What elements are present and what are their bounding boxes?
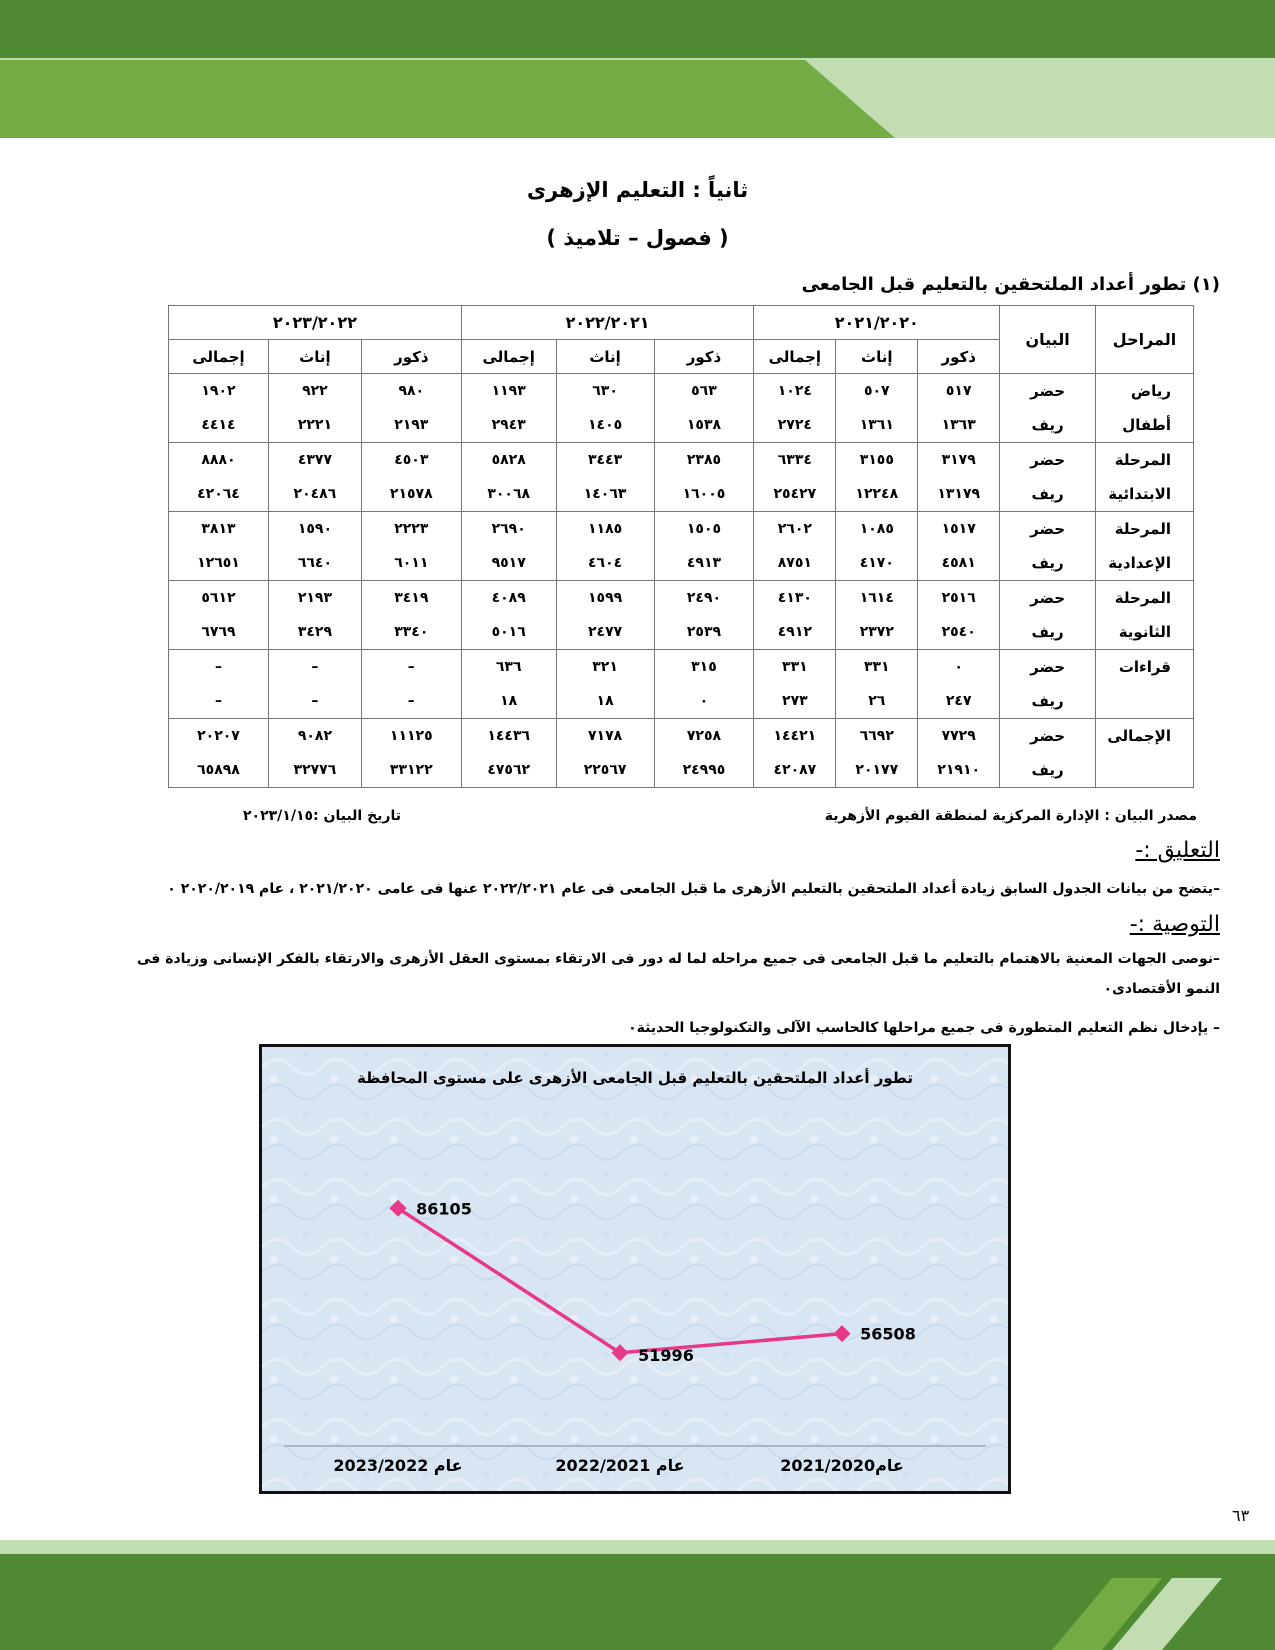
value-cell: ٢٥١٦ (918, 581, 1000, 616)
value-cell: ٦٧٦٩ (169, 615, 269, 650)
female-header: إناث (836, 340, 918, 374)
value-cell: ٢٥٣٩ (654, 615, 754, 650)
value-cell: ٣٢٧٧٦ (268, 753, 361, 788)
value-cell: ٩٢٢ (268, 374, 361, 409)
value-cell: ١٣٦٣ (918, 408, 1000, 443)
value-cell: ٤١٣٠ (754, 581, 836, 616)
value-cell: ٥٨٢٨ (461, 443, 556, 478)
recommendation-text-1: –نوصى الجهات المعنية بالاهتمام بالتعليم ما قبل الجامعى فى جميع مراحله لما له دور فى الارتقاء بمستوى العقل الأزهرى والارتقاء بالفكر الإنسانى وزيادة فى النمو الأقتصادى٠ (137, 951, 1220, 997)
value-cell: ٧١٧٨ (556, 719, 654, 754)
chart-title: تطور أعداد الملتحقين بالتعليم قبل الجامعى الأزهرى على مستوى المحافظة (356, 1069, 914, 1087)
value-cell: ١٢٢٤٨ (836, 477, 918, 512)
value-cell: ٣٣١ (754, 650, 836, 685)
x-tick-labels (333, 1456, 903, 1475)
chart-svg (262, 1047, 1008, 1491)
table-row (169, 650, 1194, 685)
value-cell: ٣٢١ (556, 650, 654, 685)
data-date: تاريخ البيان :٢٠٢٣/١/١٥ (243, 808, 402, 824)
value-cell: ١٥٩٩ (556, 581, 654, 616)
value-cell: – (268, 684, 361, 719)
year-header: ٢٠٢٣/٢٠٢٢ (169, 306, 462, 340)
value-cell: ٠ (654, 684, 754, 719)
total-header: إجمالى (461, 340, 556, 374)
value-cell: ٣٣١ (836, 650, 918, 685)
value-cell: ٢١٥٧٨ (361, 477, 461, 512)
male-header: ذكور (918, 340, 1000, 374)
value-cell: – (361, 684, 461, 719)
sub-title: ( فصول – تلاميذ ) (546, 226, 729, 250)
value-cell: ٢٣٧٢ (836, 615, 918, 650)
value-cell: ٥١٧ (918, 374, 1000, 409)
data-label: 56508 (860, 1324, 916, 1344)
value-cell: ٤٩١٣ (654, 546, 754, 581)
value-cell: ٣٤١٩ (361, 581, 461, 616)
stage-cell: الثانوية (1096, 615, 1194, 650)
recommendation-heading: التوصية :- (1129, 912, 1220, 937)
value-cell: ٣١٥ (654, 650, 754, 685)
env-cell: حضر (1000, 581, 1096, 616)
stage-cell (1096, 753, 1194, 788)
female-header: إناث (556, 340, 654, 374)
male-header: ذكور (361, 340, 461, 374)
bottom-banner (0, 1532, 1275, 1650)
stage-cell: المرحلة (1096, 581, 1194, 616)
line-chart (259, 1044, 1011, 1494)
value-cell: ٢١٩٣ (361, 408, 461, 443)
banner-mid-band (0, 60, 895, 138)
banner-light-band (0, 1540, 1275, 1556)
value-cell: ٣٤٢٩ (268, 615, 361, 650)
table-row (169, 477, 1194, 512)
value-cell: – (169, 650, 269, 685)
value-cell: ١٦١٤ (836, 581, 918, 616)
stage-cell: المرحلة (1096, 512, 1194, 547)
value-cell: ٥٦٣ (654, 374, 754, 409)
value-cell: – (169, 684, 269, 719)
env-cell: ريف (1000, 546, 1096, 581)
value-cell: ٤٢٠٨٧ (754, 753, 836, 788)
value-cell: ٢٤٧٧ (556, 615, 654, 650)
stage-cell: قراءات (1096, 650, 1194, 685)
stage-cell: الابتدائية (1096, 477, 1194, 512)
value-cell: ١٤٠٦٣ (556, 477, 654, 512)
value-cell: ٢٣٨٥ (654, 443, 754, 478)
value-cell: ٣١٥٥ (836, 443, 918, 478)
stage-cell: رياض (1096, 374, 1194, 409)
table-row (169, 443, 1194, 478)
value-cell: ١٨ (556, 684, 654, 719)
value-cell: ٣٣٤٠ (361, 615, 461, 650)
env-cell: ريف (1000, 615, 1096, 650)
table-row (169, 753, 1194, 788)
value-cell: ١١١٢٥ (361, 719, 461, 754)
x-tick-label: عام2021/2020 (780, 1456, 904, 1475)
value-cell: ١٤٠٥ (556, 408, 654, 443)
recommendation-text-2: – يإدخال نظم التعليم المتطورة فى جميع مراحلها كالحاسب الآلى والتكنولوجيا الحديثة٠ (628, 1020, 1220, 1036)
value-cell: ٦٣٦ (461, 650, 556, 685)
value-cell: ٢٤٩٠ (654, 581, 754, 616)
value-cell: ٤٣٧٧ (268, 443, 361, 478)
value-cell: ١٣٦١ (836, 408, 918, 443)
page-number: ٦٣ (1232, 1506, 1250, 1525)
value-cell: ٢٢٥٦٧ (556, 753, 654, 788)
table-row (169, 615, 1194, 650)
x-tick-label: عام 2022/2021 (555, 1456, 685, 1475)
source-note: مصدر البيان : الإدارة المركزية لمنطقة الفيوم الأزهرية (824, 808, 1197, 824)
stage-cell: أطفال (1096, 408, 1194, 443)
value-cell: ١٠٢٤ (754, 374, 836, 409)
table-row (169, 719, 1194, 754)
value-cell: ٢٠٢٠٧ (169, 719, 269, 754)
value-cell: ٦٣٠ (556, 374, 654, 409)
table-row (169, 546, 1194, 581)
x-tick-label: عام 2023/2022 (333, 1456, 463, 1475)
year-header: ٢٠٢٢/٢٠٢١ (461, 306, 754, 340)
value-cell: ١١٩٣ (461, 374, 556, 409)
value-cell: ٥٠٧ (836, 374, 918, 409)
top-banner (0, 0, 1275, 140)
env-cell: حضر (1000, 512, 1096, 547)
value-cell: ٤٧٥٦٢ (461, 753, 556, 788)
value-cell: ٤٥٠٣ (361, 443, 461, 478)
value-cell: ٣٣١٢٢ (361, 753, 461, 788)
env-cell: حضر (1000, 719, 1096, 754)
value-cell: ١٣١٧٩ (918, 477, 1000, 512)
value-cell: ١٥٩٠ (268, 512, 361, 547)
value-cell: ٣٠٠٦٨ (461, 477, 556, 512)
enrollment-table (168, 305, 1194, 788)
male-header: ذكور (654, 340, 754, 374)
value-cell: ٦٣٣٤ (754, 443, 836, 478)
value-cell: ٤١٧٠ (836, 546, 918, 581)
main-title: ثانياً : التعليم الإزهرى (526, 178, 749, 202)
comment-heading: التعليق :- (1135, 838, 1220, 863)
banner-dark-band (0, 0, 1275, 58)
item-header: البيان (1000, 306, 1096, 374)
value-cell: ٤٤١٤ (169, 408, 269, 443)
table-caption: (١) تطور أعداد الملتحقين بالتعليم قبل الجامعى (801, 274, 1220, 295)
value-cell: ٢٧٢٤ (754, 408, 836, 443)
stage-cell: الإعدادية (1096, 546, 1194, 581)
comment-text: –يتضح من بيانات الجدول السابق زيادة أعداد الملتحقين بالتعليم الأزهرى ما قبل الجامعى فى عام ٢٠٢٢/٢٠٢١ عنها فى عامى ٢٠٢١/٢٠٢٠ ، عام ٢٠٢٠/٢٠١٩ ٠ (167, 881, 1220, 897)
value-cell: ٩٠٨٢ (268, 719, 361, 754)
value-cell: ٤٢٠٦٤ (169, 477, 269, 512)
value-cell: ١٨ (461, 684, 556, 719)
value-cell: ٦٦٤٠ (268, 546, 361, 581)
value-cell: ٦٠١١ (361, 546, 461, 581)
value-cell: – (268, 650, 361, 685)
table-row (169, 684, 1194, 719)
value-cell: ١٢٦٥١ (169, 546, 269, 581)
value-cell: ١٤٤٣٦ (461, 719, 556, 754)
value-cell: ١٥١٧ (918, 512, 1000, 547)
env-cell: ريف (1000, 684, 1096, 719)
value-cell: ٢٠١٧٧ (836, 753, 918, 788)
stage-cell: الإجمالى (1096, 719, 1194, 754)
value-cell: ٧٢٥٨ (654, 719, 754, 754)
value-cell: ٢٢٢٣ (361, 512, 461, 547)
value-cell: ٤٩١٢ (754, 615, 836, 650)
env-cell: حضر (1000, 374, 1096, 409)
data-label: 86105 (416, 1199, 472, 1219)
value-cell: ٢٦٠٢ (754, 512, 836, 547)
env-cell: حضر (1000, 443, 1096, 478)
value-cell: ٩٥١٧ (461, 546, 556, 581)
env-cell: ريف (1000, 477, 1096, 512)
year-header: ٢٠٢١/٢٠٢٠ (754, 306, 1000, 340)
value-cell: ١٠٨٥ (836, 512, 918, 547)
table-row (169, 581, 1194, 616)
value-cell: ١٥٠٥ (654, 512, 754, 547)
env-cell: ريف (1000, 753, 1096, 788)
value-cell: ١٦٠٠٥ (654, 477, 754, 512)
value-cell: ٢٥٤٢٧ (754, 477, 836, 512)
value-cell: ١١٨٥ (556, 512, 654, 547)
value-cell: ٣١٧٩ (918, 443, 1000, 478)
stage-cell (1096, 684, 1194, 719)
table-body (169, 374, 1194, 788)
table-row (169, 408, 1194, 443)
value-cell: ٢٠٤٨٦ (268, 477, 361, 512)
value-cell: ٥٦١٢ (169, 581, 269, 616)
value-cell: – (361, 650, 461, 685)
value-cell: ٦٦٩٢ (836, 719, 918, 754)
table-row (169, 512, 1194, 547)
value-cell: ٠ (918, 650, 1000, 685)
value-cell: ٢٩٤٣ (461, 408, 556, 443)
value-cell: ٢١٩٣ (268, 581, 361, 616)
stage-cell: المرحلة (1096, 443, 1194, 478)
value-cell: ٢٥٤٠ (918, 615, 1000, 650)
value-cell: ٢٢٢١ (268, 408, 361, 443)
data-label: 51996 (638, 1345, 694, 1365)
value-cell: ٣٨١٣ (169, 512, 269, 547)
value-cell: ٦٥٨٩٨ (169, 753, 269, 788)
value-cell: ٣٤٤٣ (556, 443, 654, 478)
value-cell: ٤٥٨١ (918, 546, 1000, 581)
value-cell: ٥٠١٦ (461, 615, 556, 650)
value-cell: ٢٤٧ (918, 684, 1000, 719)
value-cell: ٤٠٨٩ (461, 581, 556, 616)
value-cell: ٨٨٨٠ (169, 443, 269, 478)
value-cell: ١٩٠٢ (169, 374, 269, 409)
value-cell: ٨٧٥١ (754, 546, 836, 581)
value-cell: ٢٦٩٠ (461, 512, 556, 547)
env-cell: ريف (1000, 408, 1096, 443)
value-cell: ٩٨٠ (361, 374, 461, 409)
table-row (169, 374, 1194, 409)
value-cell: ٧٧٢٩ (918, 719, 1000, 754)
total-header: إجمالى (754, 340, 836, 374)
value-cell: ٢١٩١٠ (918, 753, 1000, 788)
stage-header: المراحل (1096, 306, 1194, 374)
female-header: إناث (268, 340, 361, 374)
value-cell: ١٤٤٢١ (754, 719, 836, 754)
value-cell: ٢٦ (836, 684, 918, 719)
value-cell: ٢٧٣ (754, 684, 836, 719)
total-header: إجمالى (169, 340, 269, 374)
value-cell: ٤٦٠٤ (556, 546, 654, 581)
value-cell: ٢٤٩٩٥ (654, 753, 754, 788)
chart-background (262, 1047, 1008, 1491)
env-cell: حضر (1000, 650, 1096, 685)
value-cell: ١٥٣٨ (654, 408, 754, 443)
